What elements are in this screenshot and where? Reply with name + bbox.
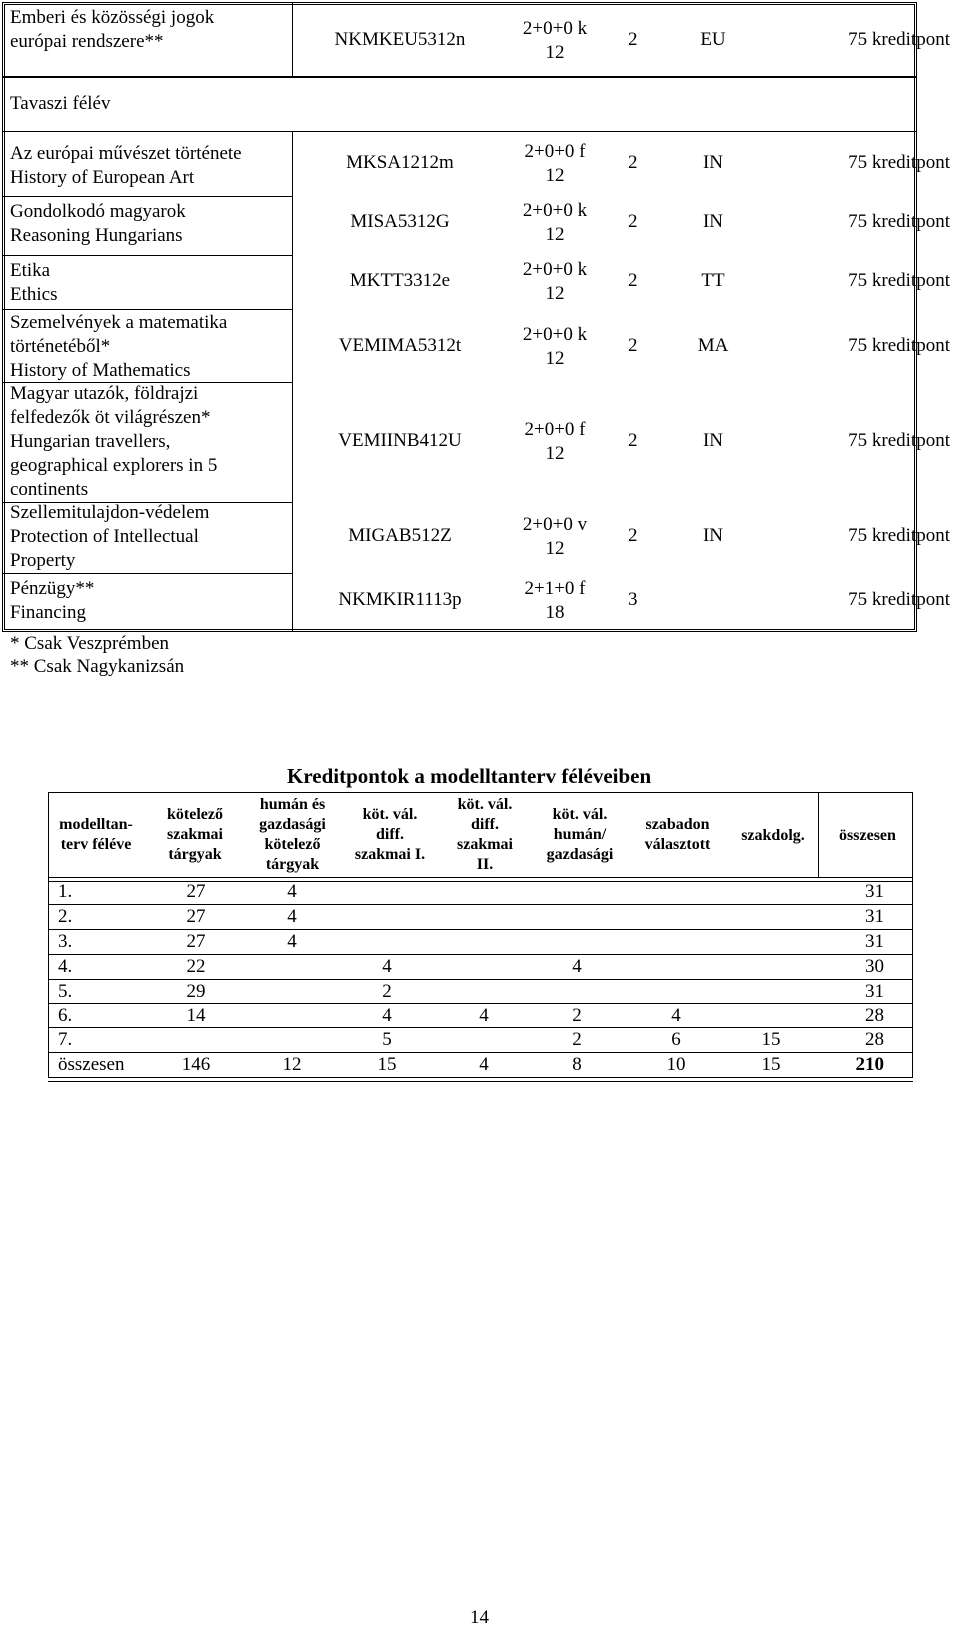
credit-cell: 10 bbox=[666, 1054, 686, 1075]
row-divider bbox=[2, 131, 917, 132]
credit-cell: 2 bbox=[382, 981, 392, 1002]
course-hours: 2+1+0 f 18 bbox=[524, 578, 586, 623]
column-header: humán és gazdasági kötelező tárgyak bbox=[259, 796, 326, 873]
course-dept: EU bbox=[700, 29, 726, 50]
course-hours: 2+0+0 k 12 bbox=[522, 18, 588, 63]
table-rule bbox=[48, 1077, 913, 1082]
credit-cell: 29 bbox=[186, 981, 206, 1002]
column-header: köt. vál. diff. szakmai I. bbox=[354, 806, 426, 863]
semester-label: összesen bbox=[58, 1054, 125, 1075]
credit-cell: 31 bbox=[865, 881, 884, 902]
course-hours-weekly: 2 bbox=[628, 335, 638, 356]
course-credit: 75 kreditpont bbox=[848, 152, 950, 173]
credit-cell: 14 bbox=[186, 1005, 206, 1026]
footnote: * Csak Veszprémben bbox=[10, 633, 170, 654]
credit-cell: 28 bbox=[865, 1029, 884, 1050]
credit-cell: 15 bbox=[377, 1054, 397, 1075]
credit-cell: 4 bbox=[479, 1054, 489, 1075]
credit-cell: 146 bbox=[181, 1054, 211, 1075]
course-dept: IN bbox=[702, 211, 724, 232]
course-hours: 2+0+0 f 12 bbox=[524, 141, 586, 186]
course-hours-weekly: 2 bbox=[628, 270, 638, 291]
table-rule bbox=[48, 792, 913, 793]
credit-cell: 4 bbox=[287, 906, 297, 927]
course-hours-weekly: 2 bbox=[628, 29, 638, 50]
credit-cell: 5 bbox=[382, 1029, 392, 1050]
course-name: Pénzügy** Financing bbox=[10, 578, 95, 623]
section-heading: Tavaszi félév bbox=[10, 93, 111, 114]
semester-label: 5. bbox=[58, 981, 73, 1002]
credit-cell: 31 bbox=[865, 981, 884, 1002]
course-code: MKTT3312e bbox=[349, 270, 451, 291]
column-header: modelltan- terv féléve bbox=[59, 816, 133, 853]
credit-cell: 2 bbox=[572, 1029, 582, 1050]
course-name: Etika Ethics bbox=[10, 260, 58, 305]
course-hours: 2+0+0 k 12 bbox=[522, 259, 588, 304]
semester-label: 7. bbox=[58, 1029, 73, 1050]
credit-cell: 31 bbox=[865, 931, 884, 952]
table-col-divider bbox=[912, 792, 913, 1078]
column-header: köt. vál. diff. szakmai II. bbox=[457, 796, 513, 873]
credit-cell: 8 bbox=[572, 1054, 582, 1075]
credit-cell: 6 bbox=[671, 1029, 681, 1050]
course-name: Szellemitulajdon-védelem Protection of Intellectual Property bbox=[10, 502, 210, 571]
course-hours-weekly: 2 bbox=[628, 211, 638, 232]
course-hours-weekly: 2 bbox=[628, 152, 638, 173]
credit-cell: 31 bbox=[865, 906, 884, 927]
credit-cell: 4 bbox=[479, 1005, 489, 1026]
course-credit: 75 kreditpont bbox=[848, 270, 950, 291]
credit-cell: 27 bbox=[186, 931, 206, 952]
credit-cell: 4 bbox=[572, 956, 582, 977]
column-header: összesen bbox=[839, 827, 896, 844]
course-hours: 2+0+0 v 12 bbox=[522, 514, 588, 559]
credit-cell: 22 bbox=[186, 956, 206, 977]
semester-label: 3. bbox=[58, 931, 73, 952]
row-divider bbox=[2, 255, 293, 256]
credits-table-title: Kreditpontok a modelltanterv féléveiben bbox=[287, 764, 652, 788]
col-divider bbox=[292, 131, 293, 632]
course-credit: 75 kreditpont bbox=[848, 211, 950, 232]
credit-cell: 4 bbox=[382, 956, 392, 977]
course-code: VEMIINB412U bbox=[338, 430, 462, 451]
course-hours: 2+0+0 k 12 bbox=[522, 200, 588, 245]
course-dept: MA bbox=[697, 335, 729, 356]
col-divider bbox=[292, 2, 293, 76]
course-credit: 75 kreditpont bbox=[848, 29, 950, 50]
course-code: NKMKEU5312n bbox=[334, 29, 466, 50]
course-name: Az európai művészet története History of European Art bbox=[10, 143, 242, 188]
course-name: Gondolkodó magyarok Reasoning Hungarians bbox=[10, 201, 186, 246]
semester-label: 1. bbox=[58, 881, 73, 902]
credit-cell: 4 bbox=[287, 931, 297, 952]
row-divider bbox=[2, 309, 293, 310]
column-header: szakdolg. bbox=[741, 827, 805, 844]
row-divider bbox=[2, 573, 293, 574]
course-name: Szemelvények a matematika történetéből* History of Mathematics bbox=[10, 312, 228, 381]
credit-cell: 15 bbox=[761, 1029, 781, 1050]
course-dept: IN bbox=[702, 525, 724, 546]
course-credit: 75 kreditpont bbox=[848, 335, 950, 356]
footnote: ** Csak Nagykanizsán bbox=[10, 656, 185, 677]
course-dept: TT bbox=[701, 270, 725, 291]
course-credit: 75 kreditpont bbox=[848, 430, 950, 451]
row-divider bbox=[2, 196, 293, 197]
course-hours-weekly: 2 bbox=[628, 525, 638, 546]
course-hours-weekly: 2 bbox=[628, 430, 638, 451]
credit-cell: 210 bbox=[855, 1054, 884, 1075]
course-hours: 2+0+0 k 12 bbox=[522, 324, 588, 369]
course-credit: 75 kreditpont bbox=[848, 589, 950, 610]
credit-cell: 4 bbox=[671, 1005, 681, 1026]
credit-cell: 28 bbox=[865, 1005, 884, 1026]
credit-cell: 27 bbox=[186, 906, 206, 927]
credit-cell: 12 bbox=[282, 1054, 302, 1075]
table-col-divider bbox=[818, 792, 819, 877]
course-code: MIGAB512Z bbox=[348, 525, 452, 546]
semester-label: 6. bbox=[58, 1005, 73, 1026]
row-divider bbox=[2, 76, 917, 78]
credit-cell: 30 bbox=[865, 956, 884, 977]
course-hours-weekly: 3 bbox=[628, 589, 638, 610]
course-code: VEMIMA5312t bbox=[338, 335, 462, 356]
course-code: NKMKIR1113p bbox=[338, 589, 462, 610]
course-name: Emberi és közösségi jogok európai rendszere** bbox=[10, 7, 215, 52]
course-credit: 75 kreditpont bbox=[848, 525, 950, 546]
credit-cell: 27 bbox=[186, 881, 206, 902]
table-col-divider bbox=[48, 792, 49, 1078]
semester-label: 2. bbox=[58, 906, 73, 927]
credit-cell: 15 bbox=[761, 1054, 781, 1075]
course-name: Magyar utazók, földrajzi felfedezők öt világrészen* Hungarian travellers, geographical explorers in 5 continents bbox=[10, 383, 218, 500]
column-header: köt. vál. humán/ gazdasági bbox=[546, 806, 614, 863]
semester-label: 4. bbox=[58, 956, 73, 977]
course-dept: IN bbox=[702, 430, 724, 451]
course-code: MKSA1212m bbox=[346, 152, 454, 173]
course-dept: IN bbox=[702, 152, 724, 173]
page-number: 14 bbox=[470, 1607, 489, 1628]
course-code: MISA5312G bbox=[350, 211, 450, 232]
course-hours: 2+0+0 f 12 bbox=[524, 419, 586, 464]
column-header: kötelező szakmai tárgyak bbox=[167, 806, 223, 863]
credit-cell: 2 bbox=[572, 1005, 582, 1026]
credit-cell: 4 bbox=[382, 1005, 392, 1026]
column-header: szabadon választott bbox=[644, 816, 711, 853]
credit-cell: 4 bbox=[287, 881, 297, 902]
